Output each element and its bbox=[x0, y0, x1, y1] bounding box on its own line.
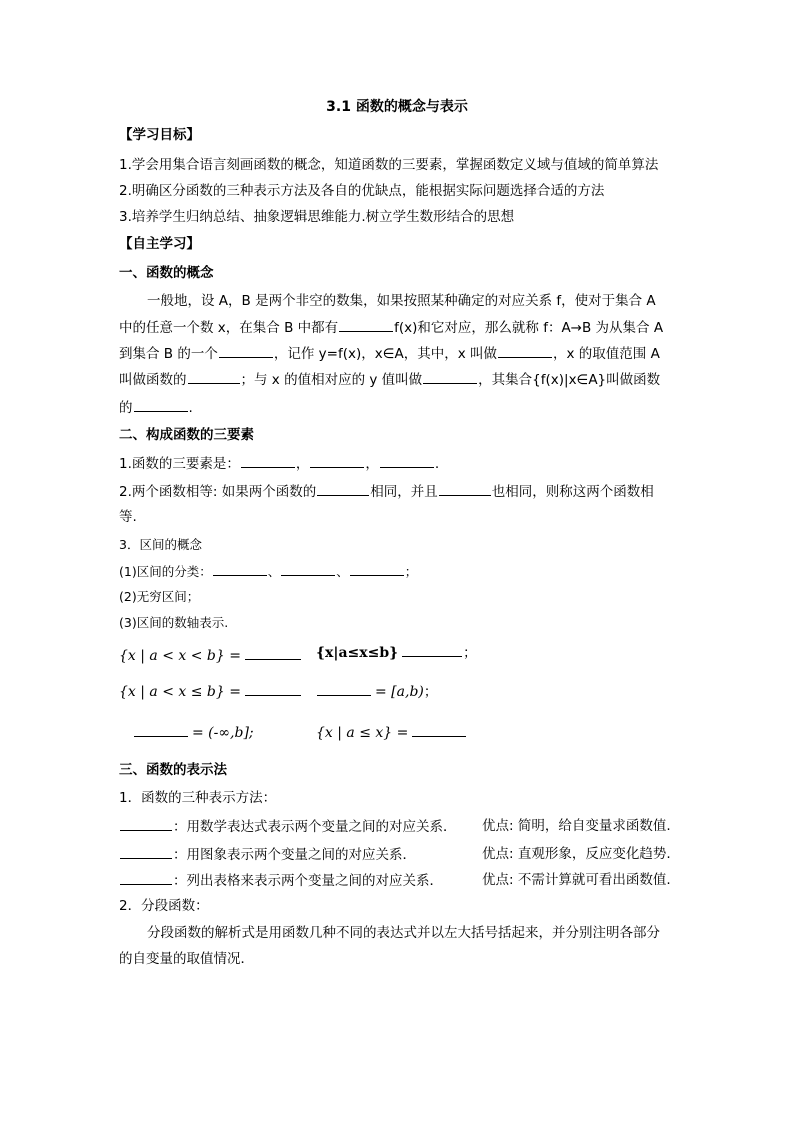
text: ； bbox=[423, 684, 438, 700]
method-advantage: 优点: 简明，给自变量求函数值. bbox=[482, 818, 671, 834]
goal-2: 2.明确区分函数的三种表示方法及各自的优缺点，能根据实际问题选择合适的方法 bbox=[119, 183, 605, 199]
interval-half-open-right bbox=[119, 681, 302, 702]
fill-blank[interactable] bbox=[219, 343, 273, 358]
text: 的 bbox=[119, 400, 133, 416]
text: ， bbox=[295, 456, 310, 472]
fill-blank[interactable] bbox=[317, 481, 369, 496]
text: . bbox=[188, 400, 193, 416]
text: ； bbox=[404, 564, 418, 579]
part2-line2-cont: 等. bbox=[119, 509, 137, 525]
part2-heading: 二、构成函数的三要素 bbox=[119, 427, 254, 443]
part1-para-line3 bbox=[119, 343, 660, 364]
text: 中的任意一个数 x，在集合 B 中都有 bbox=[119, 320, 339, 336]
text: 1.函数的三要素是： bbox=[119, 456, 240, 472]
text: 也相同，则称这两个函数相 bbox=[491, 484, 654, 500]
fill-blank[interactable] bbox=[281, 561, 335, 576]
math-expr: {x | a < x ≤ b} = bbox=[119, 684, 241, 700]
interval-neg-infinity bbox=[133, 722, 254, 743]
text: (1)区间的分类： bbox=[119, 564, 212, 579]
part1-para-line4 bbox=[119, 369, 660, 390]
math-expr: {x|a≤x≤b} bbox=[316, 645, 399, 661]
part3-line1: 1．函数的三种表示方法： bbox=[119, 790, 277, 806]
text: ，其集合{f(x)|x∈A}叫做函数 bbox=[478, 372, 661, 388]
text: ； bbox=[463, 645, 477, 661]
fill-blank[interactable] bbox=[317, 681, 371, 696]
interval-half-open-left bbox=[316, 681, 437, 702]
fill-blank[interactable] bbox=[245, 645, 301, 660]
fill-blank[interactable] bbox=[350, 561, 404, 576]
text: 叫做函数的 bbox=[119, 372, 187, 388]
text: ， bbox=[365, 456, 379, 472]
fill-blank[interactable] bbox=[188, 369, 240, 384]
part1-para-line2 bbox=[119, 317, 663, 338]
part3-para-line2: 的自变量的取值情况． bbox=[119, 951, 254, 967]
part1-para-line5 bbox=[119, 397, 193, 418]
interval-open bbox=[119, 645, 302, 666]
fill-blank[interactable] bbox=[120, 870, 172, 885]
math-expr: {x | a ≤ x} = bbox=[316, 725, 409, 741]
fill-blank[interactable] bbox=[241, 453, 295, 468]
text: 2.两个函数相等: 如果两个函数的 bbox=[119, 484, 317, 500]
math-expr: = (-∞,b]; bbox=[192, 725, 254, 741]
text: 相同，并且 bbox=[370, 484, 438, 500]
text: . bbox=[434, 456, 440, 472]
text: 到集合 B 的一个 bbox=[119, 346, 218, 362]
method-desc: ：用数学表达式表示两个变量之间的对应关系． bbox=[173, 819, 457, 835]
method-advantage: 优点: 直观形象，反应变化趋势. bbox=[482, 846, 671, 862]
text: ；与 x 的值相对应的 y 值叫做 bbox=[240, 372, 423, 388]
part2-line2 bbox=[119, 481, 654, 502]
text: ，记作 y=f(x)，x∈A，其中，x 叫做 bbox=[273, 346, 497, 362]
goals-header: 【学习目标】 bbox=[119, 127, 200, 143]
method-desc: ：列出表格来表示两个变量之间的对应关系． bbox=[173, 873, 443, 889]
fill-blank[interactable] bbox=[439, 481, 491, 496]
fill-blank[interactable] bbox=[134, 397, 188, 412]
math-expr: = [a,b) bbox=[375, 684, 424, 700]
fill-blank[interactable] bbox=[412, 722, 466, 737]
part3-para-line1: 分段函数的解析式是用函数几种不同的表达式并以左大括号括起来，并分别注明各部分 bbox=[147, 925, 660, 941]
goal-3: 3.培养学生归纳总结、抽象逻辑思维能力.树立学生数形结合的思想 bbox=[119, 209, 515, 225]
part1-heading: 一、函数的概念 bbox=[119, 265, 214, 281]
text: f(x)和它对应，那么就称 f：A→B 为从集合 A bbox=[394, 320, 664, 336]
interval-pos-infinity bbox=[316, 722, 467, 743]
fill-blank[interactable] bbox=[134, 722, 188, 737]
text: 、 bbox=[267, 564, 281, 579]
part2-line6: (3)区间的数轴表示. bbox=[119, 615, 229, 630]
part2-line4 bbox=[119, 561, 417, 582]
fill-blank[interactable] bbox=[423, 369, 477, 384]
fill-blank[interactable] bbox=[402, 642, 462, 657]
part3-line2: 2．分段函数： bbox=[119, 898, 209, 914]
method-row bbox=[119, 870, 443, 891]
method-row bbox=[119, 844, 416, 865]
goal-1: 1.学会用集合语言刻画函数的概念，知道函数的三要素，掌握函数定义域与值域的简单算法 bbox=[119, 157, 659, 173]
fill-blank[interactable] bbox=[339, 317, 393, 332]
text: 、 bbox=[336, 564, 349, 579]
interval-closed bbox=[316, 642, 477, 663]
method-advantage: 优点: 不需计算就可看出函数值. bbox=[482, 872, 671, 888]
self-study-header: 【自主学习】 bbox=[119, 236, 200, 252]
part1-para-line1: 一般地，设 A，B 是两个非空的数集，如果按照某种确定的对应关系 f，使对于集合 A bbox=[147, 293, 656, 309]
fill-blank[interactable] bbox=[498, 343, 552, 358]
fill-blank[interactable] bbox=[310, 453, 364, 468]
part3-heading: 三、函数的表示法 bbox=[119, 762, 227, 778]
fill-blank[interactable] bbox=[245, 681, 301, 696]
method-desc: ：用图象表示两个变量之间的对应关系． bbox=[173, 847, 416, 863]
fill-blank[interactable] bbox=[120, 816, 172, 831]
page-title: 3.1 函数的概念与表示 bbox=[326, 99, 468, 115]
method-row bbox=[119, 816, 457, 837]
part2-line5: (2)无穷区间； bbox=[119, 589, 200, 604]
fill-blank[interactable] bbox=[380, 453, 434, 468]
part2-line1 bbox=[119, 453, 439, 474]
fill-blank[interactable] bbox=[213, 561, 267, 576]
fill-blank[interactable] bbox=[120, 844, 172, 859]
part2-line3: 3．区间的概念 bbox=[119, 537, 202, 552]
text: ，x 的取值范围 A bbox=[553, 346, 660, 362]
math-expr: {x | a < x < b} = bbox=[119, 648, 241, 664]
